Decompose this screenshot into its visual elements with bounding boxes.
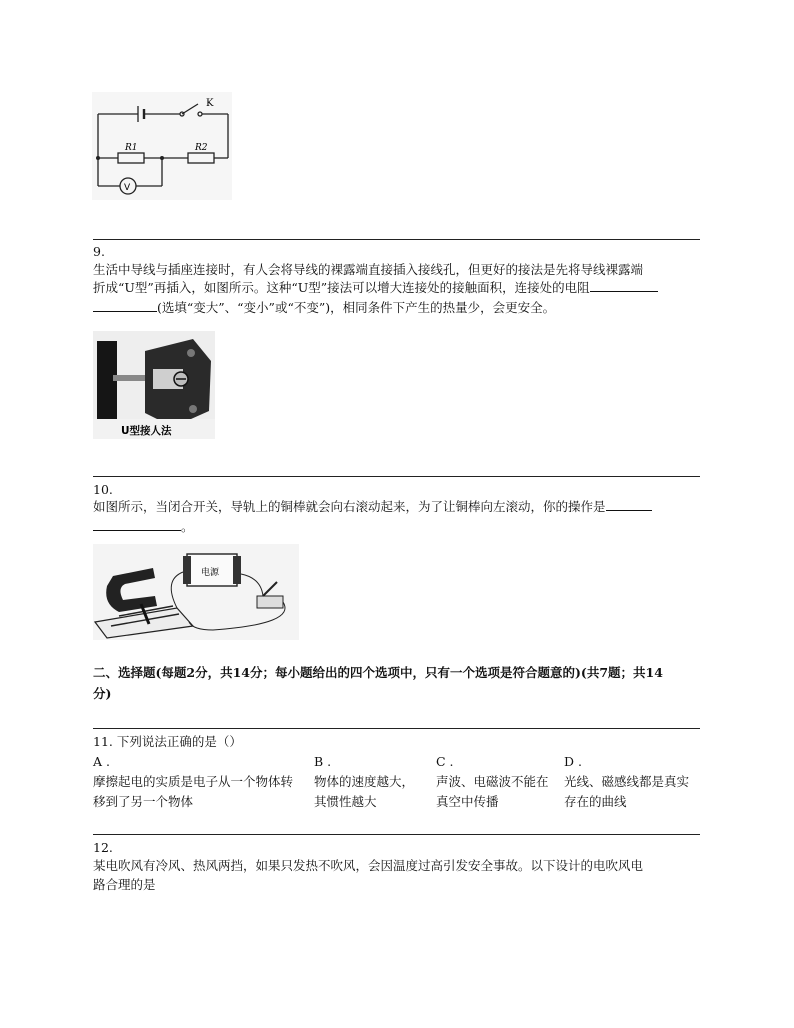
option-letter: C . [436, 754, 454, 769]
option-letter: B . [314, 754, 332, 769]
q12-number: 12. [93, 840, 113, 855]
q11-stem: 11. 下列说法正确的是（） [93, 734, 242, 749]
q9-line3-text: (选填“变大”、“变小”或“不变”)，相同条件下产生的热量少，会更安全。 [157, 300, 556, 315]
q11-option-c[interactable] [436, 752, 562, 812]
q10-line1 [93, 496, 652, 518]
u-plug-caption: U型接人法 [121, 425, 172, 437]
q12-line2: 路合理的是 [93, 877, 156, 892]
q9-line1: 生活中导线与插座连接时，有人会将导线的裸露端直接插入接线孔，但更好的接法是先将导线裸露端 [93, 262, 644, 277]
power-supply-label: 电源 [201, 568, 220, 578]
option-text-line2: 存在的曲线 [564, 794, 627, 809]
q10-answer-blank-1[interactable] [606, 496, 652, 511]
option-text-line2: 移到了另一个物体 [93, 794, 194, 809]
voltmeter-label: V [124, 183, 131, 193]
r2-label: R2 [195, 143, 208, 153]
switch-label: K [206, 98, 214, 109]
q10-answer-blank-2[interactable] [93, 516, 181, 531]
divider-q12 [93, 834, 700, 835]
q10-line2-end: 。 [181, 519, 194, 534]
section2-heading-line1: 二、选择题(每题2分，共14分；每小题给出的四个选项中，只有一个选项是符合题意的)(共7题；共14 [93, 665, 663, 680]
q9-number: 9. [93, 244, 105, 259]
q12-line1: 某电吹风有冷风、热风两挡，如果只发热不吹风，会因温度过高引发安全事故。以下设计的电吹风电 [93, 858, 644, 873]
section2-heading-line2: 分) [93, 686, 112, 701]
u-plug-figure [93, 331, 215, 439]
circuit-diagram [92, 92, 232, 200]
q9-answer-blank-2[interactable] [93, 297, 157, 312]
q9-answer-blank-1[interactable] [590, 277, 658, 292]
option-text-line1: 光线、磁感线都是真实 [564, 774, 690, 789]
q9-line2-text: 折成“U型”再插入，如图所示。这种“U型”接法可以增大连接处的接触面积，连接处的电阻 [93, 280, 590, 295]
q10-line2 [93, 516, 194, 538]
divider-q9 [93, 239, 700, 240]
q9-line3 [93, 297, 555, 319]
divider-q10 [93, 476, 700, 477]
option-letter: A . [93, 754, 110, 769]
q9-line2 [93, 277, 658, 299]
r1-label: R1 [125, 143, 138, 153]
option-text-line1: 摩擦起电的实质是电子从一个物体转 [93, 774, 294, 789]
option-letter: D . [564, 754, 582, 769]
divider-q11 [93, 728, 700, 729]
option-text-line1: 物体的速度越大， [314, 774, 415, 789]
q10-number: 10. [93, 482, 113, 497]
option-text-line2: 其惯性越大 [314, 794, 377, 809]
knife-switch [257, 596, 283, 608]
q10-line1-text: 如图所示，当闭合开关，导轨上的铜棒就会向右滚动起来，为了让铜棒向左滚动，你的操作是 [93, 499, 606, 514]
q11-option-b[interactable] [314, 752, 432, 812]
q11-option-d[interactable] [564, 752, 704, 812]
option-text-line1: 声波、电磁波不能在 [436, 774, 549, 789]
q11-option-a[interactable] [93, 752, 313, 812]
rail-experiment-figure [93, 544, 299, 640]
option-text-line2: 真空中传播 [436, 794, 499, 809]
